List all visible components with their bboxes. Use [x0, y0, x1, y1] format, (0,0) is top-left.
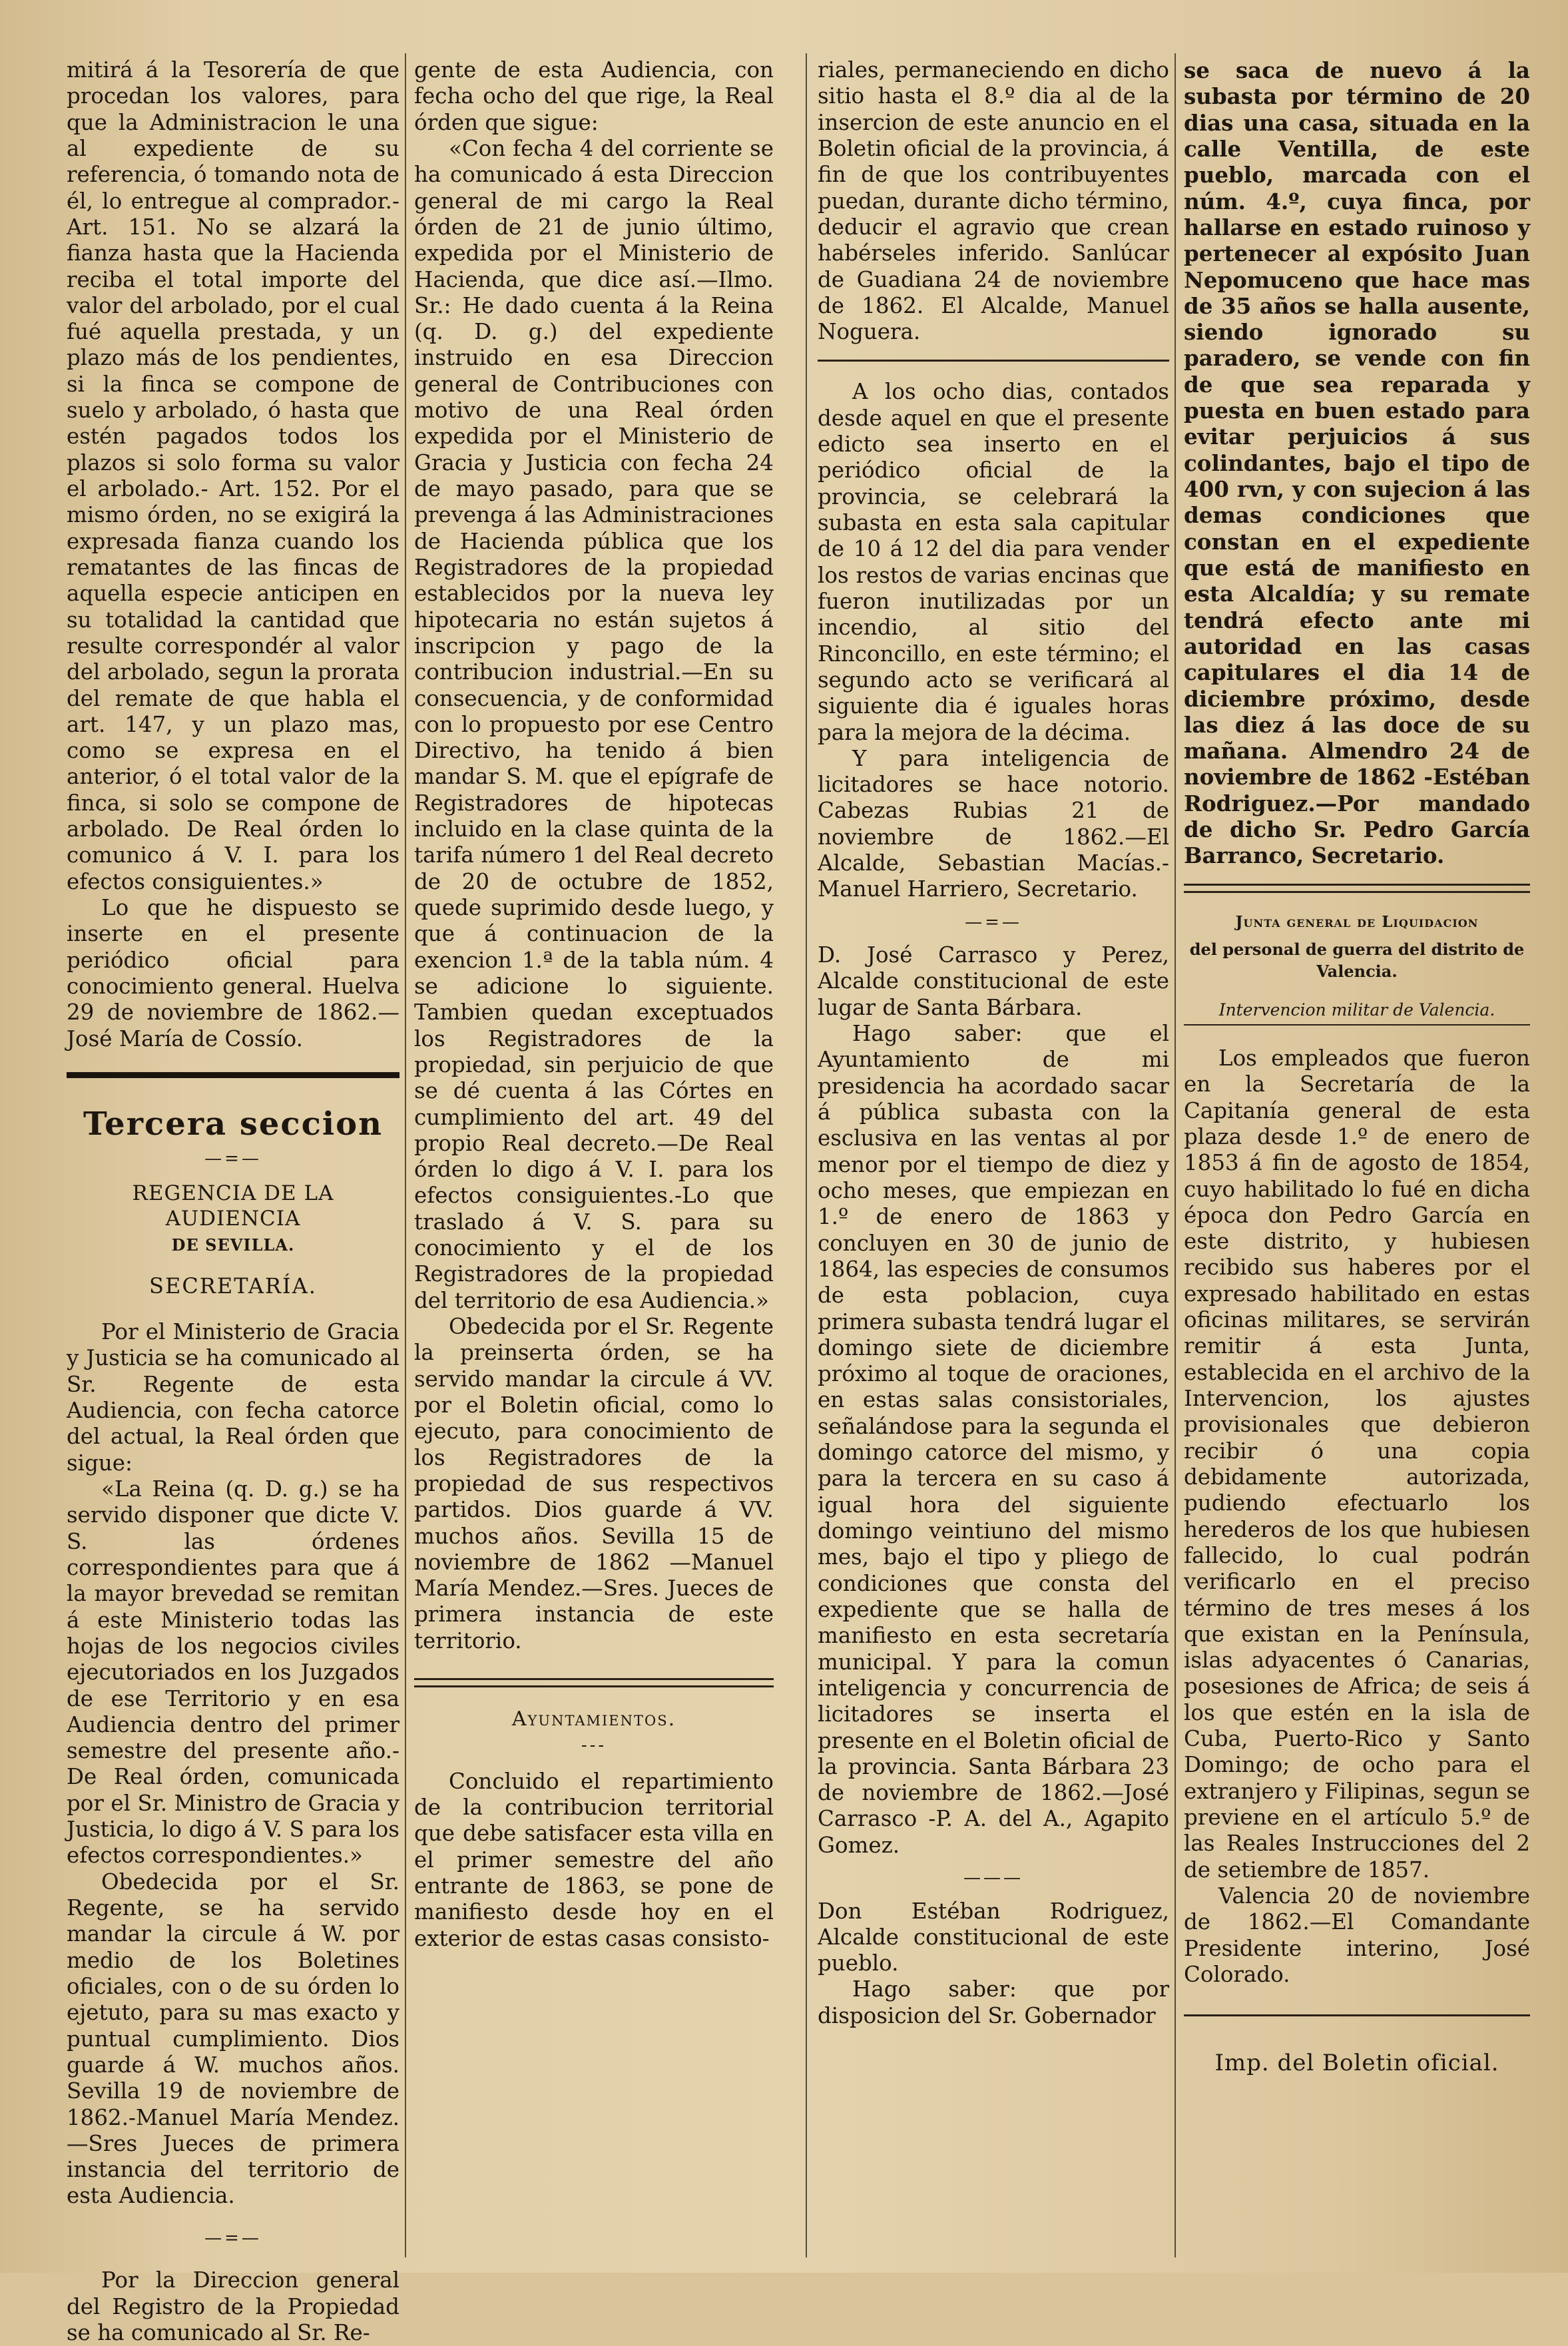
article-text: D. José Carrasco y Perez, Alcalde constitucional de este lugar de Santa Bárbara.: [818, 942, 1169, 1020]
article-text: Hago saber: que el Ayuntamiento de mi presidencia ha acordado sacar á pública subasta con la esclusiva en las ventas al por menor por el tiempo de diez y ocho meses, que empiezan en 1.º de enero de 1863 y concluyen en 30 de junio de 1864, las especies de consumos de esta poblacion, cuya primera subasta tendrá lugar el domingo siete de diciembre próximo al toque de oraciones, en estas salas consistoriales, señalándose para la segunda el domingo catorce del mismo, y para la tercera en su caso á igual hora del siguiente domingo veintiuno del mismo mes, bajo el tipo y pliego de condiciones que consta del expediente que se halla de manifiesto en esta secretaría municipal. Y para la comun inteligencia y concurrencia de licitadores se inserta el presente en el Boletin oficial de la provincia. Santa Bárbara 23 de noviembre de 1862.—José Carrasco -P. A. del A., Agapito Gomez.: [818, 1021, 1169, 1858]
section-rule: [1184, 884, 1530, 893]
section-rule: [818, 360, 1169, 362]
section-rule: [414, 1678, 774, 1687]
ornament-dash: ---: [581, 1735, 607, 1756]
article-text: Los empleados que fueron en la Secretaría de la Capitanía general de esta plaza desde 1.º de enero de 1853 á fin de agosto de 1854, cuyo habilitado lo fué en dicha época don Pedro García en este distrito, y hubiesen recibido sus haberes por el expresado habilitado en estas oficinas militares, se servirán remitir á esta Junta, establecida en el archivo de la Intervencion, los ajustes provisionales que debieron recibir ó una copia debidamente autorizada, pudiendo efectuarlo los herederos de los que hubiesen fallecido, lo cual podrán verificarlo en el preciso término de tres meses á los que existan en la Península, islas adyacentes ó Canarias, posesiones de Africa; de seis á los que estén en la isla de Cuba, Puerto-Rico y Santo Domingo; de ocho para el extranjero y Filipinas, segun se previene en el artículo 5.º de las Reales Instrucciones del 2 de setiembre de 1857.: [1184, 1045, 1530, 1883]
section-title: Tercera seccion: [83, 1105, 384, 1143]
ornament-dash: ———: [963, 1868, 1023, 1889]
column-divider: [1175, 53, 1176, 2257]
printer-imprint: Imp. del Boletin oficial.: [1214, 2050, 1499, 2077]
heading-secretaria: SECRETARÍA.: [149, 1273, 317, 1299]
column-2: [414, 57, 774, 2255]
article-text: riales, permaneciendo en dicho sitio hasta el 8.º dia al de la insercion de este anuncio en el Boletin oficial de la provincia, á fin de que los contribuyentes puedan, durante dicho término, deducir el agravio que crean habérseles inferido. Sanlúcar de Guadiana 24 de noviembre de 1862. El Alcalde, Manuel Noguera.: [818, 57, 1169, 345]
section-rule: [1184, 2014, 1530, 2016]
heading-junta-sub: del personal de guerra del distrito de Valencia.: [1189, 939, 1525, 982]
section-rule: [67, 1072, 399, 1078]
article-text: Lo que he dispuesto se inserte en el presente periódico oficial para conocimiento general. Huelva 29 de noviembre de 1862.—José María de Cossío.: [67, 895, 399, 1051]
article-text: gente de esta Audiencia, con fecha ocho del que rige, la Real órden que sigue:: [414, 57, 774, 135]
heading-sevilla: DE SEVILLA.: [171, 1235, 295, 1255]
column-divider: [806, 53, 807, 2257]
heading-ayuntamientos: Ayuntamientos.: [511, 1707, 676, 1731]
column-3: [818, 57, 1169, 2255]
article-text: Hago saber: que por disposicion del Sr. Gobernador: [818, 1976, 1169, 2028]
article-text: mitirá á la Tesorería de que procedan los valores, para que la Administracion le una al expediente de su referencia, ó tomando nota de él, lo entregue al comprador.-Art. 151. No se alzará la fianza hasta que la Hacienda reciba el total importe del valor del arbolado, por el cual fué aquella prestada, y un plazo más de los pendientes, si la finca se compone de suelo y arbolado, ó hasta que estén pagados todos los plazos si solo forma su valor el arbolado.- Art. 152. Por el mismo órden, no se exigirá la expresada fianza cuando los rematantes de las fincas de aquella especie anticipen en su totalidad la cantidad que resulte correspondér al valor del arbolado, segun la prorata del remate de que habla el art. 147, y un plazo mas, como se expresa en el anterior, ó el total valor de la finca, si solo se compone de arbolado. De Real órden lo comunico á V. I. para los efectos consiguientes.»: [67, 57, 399, 894]
article-text: A los ocho dias, contados desde aquel en que el presente edicto sea inserto en el periódico oficial de la provincia, se celebrará la subasta en esta sala capitular de 10 á 12 del dia para vender los restos de varias encinas que fueron inutilizadas por un incendio, al sitio del Rinconcillo, en este término; el segundo acto se verificará al siguiente dia é iguales horas para la mejora de la décima.: [818, 379, 1169, 745]
heading-intervencion: Intervencion militar de Valencia.: [1184, 1000, 1530, 1026]
article-text: se saca de nuevo á la subasta por término de 20 dias una casa, situada en la calle Ventilla, de este pueblo, marcada con el núm. 4.º, cuya finca, por hallarse en estado ruinoso y pertenecer al expósito Juan Nepomuceno que hace mas de 35 años se halla ausente, siendo ignorado su paradero, se vende con fin de que sea reparada y puesta en buen estado para evitar perjuicios á sus colindantes, bajo el tipo de 400 rvn, y con sujecion á las demas condiciones que constan en el expediente que está de manifiesto en esta Alcaldía; y su remate tendrá efecto ante mi autoridad en las casas capitulares el dia 14 de diciembre próximo, desde las diez á las doce de su mañana. Almendro 24 de noviembre de 1862 -Estéban Rodriguez.—Por mandado de dicho Sr. Pedro García Barranco, Secretario.: [1184, 57, 1530, 869]
column-divider: [405, 53, 406, 2257]
article-text: Valencia 20 de noviembre de 1862.—El Comandante Presidente interino, José Colorado.: [1184, 1883, 1530, 1987]
article-text: Por el Ministerio de Gracia y Justicia se ha comunicado al Sr. Regente de esta Audiencia, con fecha catorce del actual, la Real órden que sigue:: [67, 1319, 399, 1476]
heading-junta: Junta general de Liquidacion: [1235, 912, 1479, 931]
article-text: «La Reina (q. D. g.) se ha servido disponer que dicte V. S. las órdenes correspondientes para que á la mayor brevedad se remitan á este Ministerio todas las hojas de los negocios civiles ejecutoriados en los Juzgados de ese Territorio y en esa Audiencia dentro del primer semestre del presente año.-De Real órden, comunicada por el Sr. Ministro de Gracia y Justicia, lo digo á V. S para los efectos correspondientes.»: [67, 1476, 399, 1869]
heading-regencia: REGENCIA DE LA AUDIENCIA: [132, 1181, 334, 1231]
ornament-dash: —=—: [965, 912, 1022, 932]
ornament-dash: —=—: [204, 2227, 262, 2248]
column-4: [1184, 57, 1530, 2255]
article-text: Obedecida por el Sr. Regente la preinserta órden, se ha servido mandar la circule á VV. por el Boletin oficial, como lo ejecuto, para conocimiento de los Registradores de la propiedad de sus respectivos partidos. Dios guarde á VV. muchos años. Sevilla 15 de noviembre de 1862 —Manuel María Mendez.—Sres. Jueces de primera instancia de este territorio.: [414, 1314, 774, 1653]
article-text: Concluido el repartimiento de la contribucion territorial que debe satisfacer esta villa en el primer semestre del año entrante de 1863, se pone de manifiesto desde hoy en el exterior de estas casas consisto-: [414, 1768, 774, 1951]
article-text: Y para inteligencia de licitadores se hace notorio. Cabezas Rubias 21 de noviembre de 1862.—El Alcalde, Sebastian Macías.-Manuel Harriero, Secretario.: [818, 745, 1169, 902]
ornament-dash: —=—: [204, 1148, 262, 1169]
article-text: Obedecida por el Sr. Regente, se ha servido mandar la circule á W. por medio de los Boletines oficiales, con o de su órden lo ejetuto, para su mas exacto y puntual cumplimiento. Dios guarde á W. muchos años. Sevilla 19 de noviembre de 1862.-Manuel María Mendez.—Sres Jueces de primera instancia del territorio de esta Audiencia.: [67, 1869, 399, 2209]
article-text: Don Estéban Rodriguez, Alcalde constitucional de este pueblo.: [818, 1898, 1169, 1976]
column-1: [67, 57, 399, 2345]
article-text: «Con fecha 4 del corriente se ha comunicado á esta Direccion general de mi cargo la Real órden de 21 de junio último, expedida por el Ministerio de Hacienda, que dice así.—Ilmo. Sr.: He dado cuenta á la Reina (q. D. g.) del expediente instruido en esa Direccion general de Contribuciones con motivo de una Real órden expedida por el Ministerio de Gracia y Justicia con fecha 24 de mayo pasado, para que se prevenga á las Administraciones de Hacienda pública que los Registradores de la propiedad establecidos por la nueva ley hipotecaria no están sujetos á inscripcion y pago de la contribucion industrial.—En su consecuencia, y de conformidad con lo propuesto por ese Centro Directivo, ha tenido á bien mandar S. M. que el epígrafe de Registradores de hipotecas incluido en la clase quinta de la tarifa número 1 del Real decreto de 20 de octubre de 1852, quede suprimido desde luego, y que á continuacion de la exencion 1.ª de la tabla núm. 4 se adicione lo siguiente. Tambien quedan exceptuados los Registradores de la propiedad, sin perjuicio de que se dé cuenta á las Córtes en cumplimiento del art. 49 del propio Real decreto.—De Real órden lo digo á V. I. para los efectos consiguientes.-Lo que traslado á V. S. para su conocimiento y el de los Registradores de la propiedad del territorio de esa Audiencia.»: [414, 135, 774, 1313]
article-text: Por la Direccion general del Registro de la Propiedad se ha comunicado al Sr. Re-: [67, 2267, 399, 2345]
